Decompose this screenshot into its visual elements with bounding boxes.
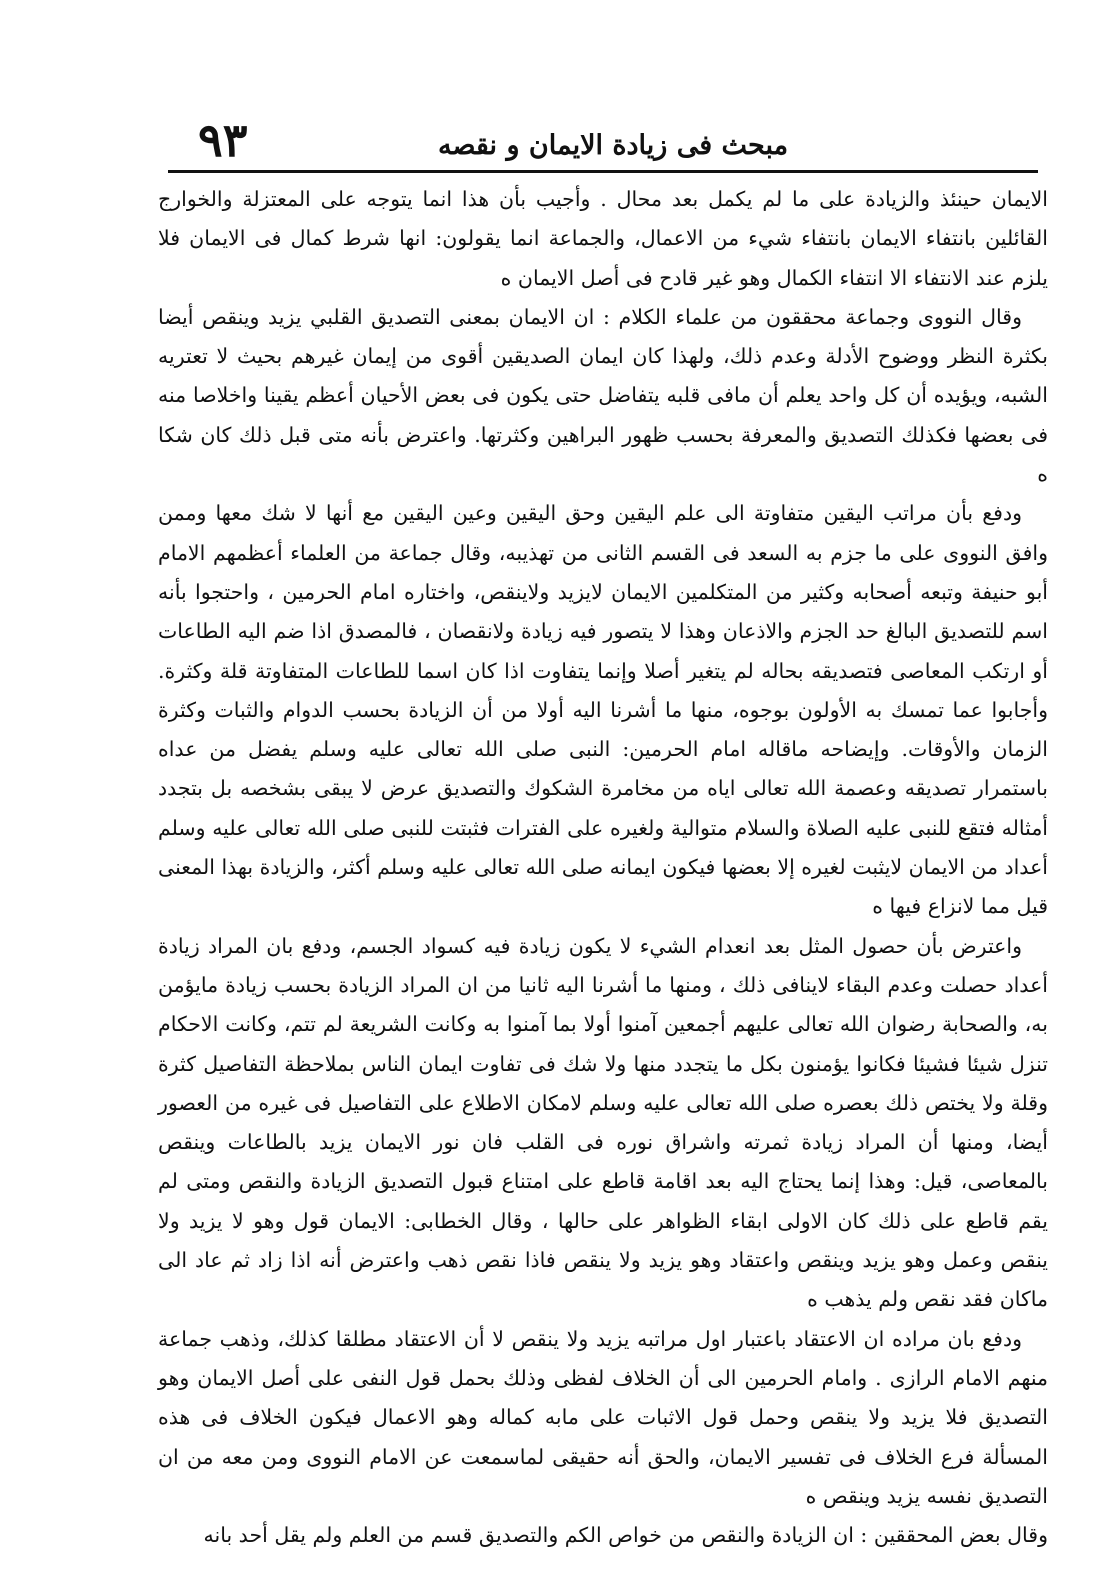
page-number: ٩٣ [198, 113, 248, 167]
paragraph-5: ودفع بان مراده ان الاعتقاد باعتبار اول مراتبه يزيد ولا ينقص لا أن الاعتقاد مطلقا كذلك، وذهب جماعة منهم الامام الرازى . وامام الحرمين الى أن الخلاف لفظى وذلك بحمل قول النفى على أصل الايمان وهو التصديق فلا يزيد ولا ينقص وحمل قول الاثبات على مابه كماله وهو الاعمال فيكون الخلاف فى هذه المسألة فرع الخلاف فى تفسير الايمان، والحق أنه حقيقى لماسمعت عن الامام النووى ومن معه من ان التصديق نفسه يزيد وينقص ه [158, 1326, 1048, 1508]
paragraph-3: ودفع بأن مراتب اليقين متفاوتة الى علم اليقين وحق اليقين وعين اليقين مع أنها لا شك معها وممن وافق النووى على ما جزم به السعد فى القسم الثانى من تهذيبه، وقال جماعة من العلماء أعظمهم الامام أبو حنيفة وتبعه أصحابه وكثير من المتكلمين الايمان لايزيد ولاينقص، واختاره امام الحرمين ، واحتجوا بأنه اسم للتصديق البالغ حد الجزم والاذعان وهذا لا يتصور فيه زيادة ولانقصان ، فالمصدق اذا ضم اليه الطاعات أو ارتكب المعاصى فتصديقه بحاله لم يتغير أصلا وإنما يتفاوت اذا كان اسما للطاعات المتفاوتة قلة وكثرة. وأجابوا عما تمسك به الأولون بوجوه، منها ما أشرنا اليه أولا من أن الزيادة بحسب الدوام والثبات وكثرة الزمان والأوقات. وإيضاحه ماقاله امام الحرمين: النبى صلى الله تعالى عليه وسلم يفضل من عداه باستمرار تصديقه وعصمة الله تعالى اياه من مخامرة الشكوك والتصديق عرض لا يبقى بشخصه بل بتجدد أمثاله فتقع للنبى عليه الصلاة والسلام متوالية ولغيره على الفترات فثبتت للنبى صلى الله تعالى عليه وسلم أعداد من الايمان لايثبت لغيره إلا بعضها فيكون ايمانه صلى الله تعالى عليه وسلم أكثر، والزيادة بهذا المعنى قيل مما لانزاع فيها ه [158, 501, 1048, 919]
page-header [168, 108, 1038, 173]
paragraph-4: واعترض بأن حصول المثل بعد انعدام الشيء لا يكون زيادة فيه كسواد الجسم، ودفع بان المراد زيادة أعداد حصلت وعدم البقاء لاينافى ذلك ، ومنها ما أشرنا اليه ثانيا من ان المراد الزيادة بحسب زيادة مايؤمن به، والصحابة رضوان الله تعالى عليهم أجمعين آمنوا أولا بما آمنوا به وكانت الشريعة لم تتم، وكانت الاحكام تنزل شيئا فشيئا فكانوا يؤمنون بكل ما يتجدد منها ولا شك فى تفاوت ايمان الناس بملاحظة التفاصيل كثرة وقلة ولا يختص ذلك بعصره صلى الله تعالى عليه وسلم لامكان الاطلاع على التفاصيل فى غيره من العصور أيضا، ومنها أن المراد زيادة ثمرته واشراق نوره فى القلب فان نور الايمان يزيد بالطاعات وينقص بالمعاصى، قيل: وهذا إنما يحتاج اليه بعد اقامة قاطع على امتناع قبول التصديق الزيادة والنقص ومتى لم يقم قاطع على ذلك كان الاولى ابقاء الظواهر على حالها ، وقال الخطابى: الايمان قول وهو لا يزيد ولا ينقص وعمل وهو يزيد وينقص واعتقاد وهو يزيد ولا ينقص فاذا نقص ذهب واعترض أنه اذا زاد ثم عاد الى ماكان فقد نقص ولم يذهب ه [158, 933, 1048, 1312]
paragraph-2: وقال النووى وجماعة محققون من علماء الكلام : ان الايمان بمعنى التصديق القلبي يزيد وينقص أيضا بكثرة النظر ووضوح الأدلة وعدم ذلك، ولهذا كان ايمان الصديقين أقوى من إيمان غيرهم بحيث لا تعتريه الشبه، ويؤيده أن كل واحد يعلم أن مافى قلبه يتفاضل حتى يكون فى بعض الأحيان أعظم يقينا واخلاصا منه فى بعضها فكذلك التصديق والمعرفة بحسب ظهور البراهين وكثرتها. واعترض بأنه متى قبل ذلك كان شكا ه [158, 304, 1048, 487]
paragraph-6: وقال بعض المحققين : ان الزيادة والنقص من خواص الكم والتصديق قسم من العلم ولم يقل أحد بانه [203, 1523, 1048, 1548]
body-text [158, 180, 1048, 1555]
running-title: مبحث فی زیادة الایمان و نقصه [438, 130, 789, 161]
page [158, 108, 1048, 1568]
paragraph-1: الايمان حينئذ والزيادة على ما لم يكمل بعد محال . وأجيب بأن هذا انما يتوجه على المعتزلة والخوارج القائلين بانتفاء الايمان بانتفاء شيء من الاعمال، والجماعة انما يقولون: انها شرط كمال فى الايمان فلا يلزم عند الانتفاء الا انتفاء الكمال وهو غير قادح فى أصل الايمان ه [158, 187, 1048, 290]
